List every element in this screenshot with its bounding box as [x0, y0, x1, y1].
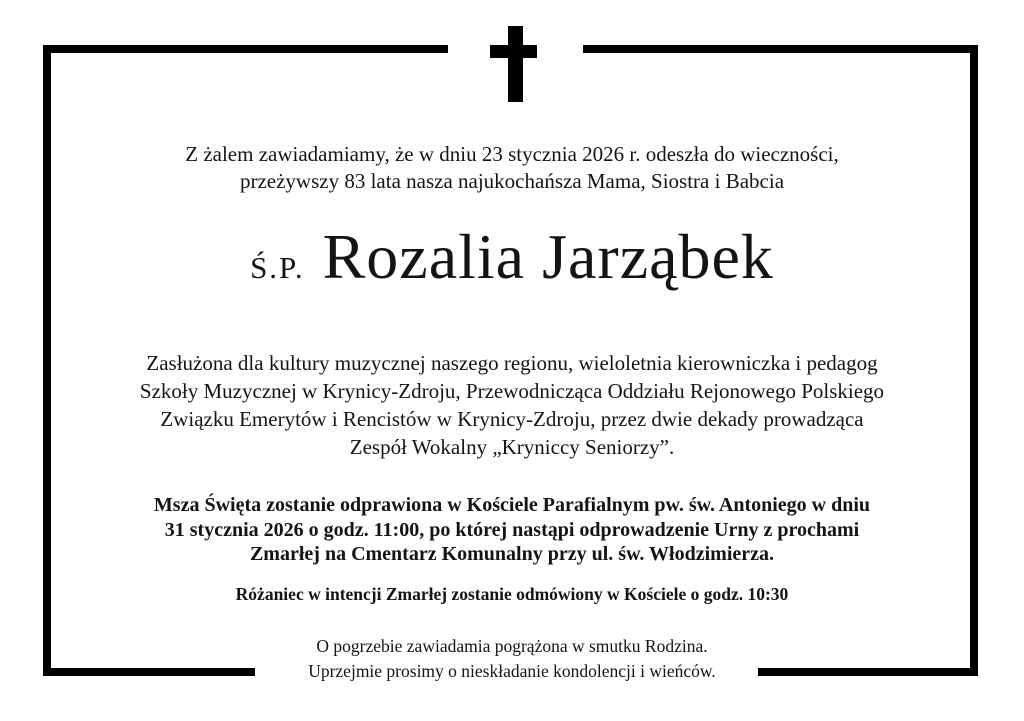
deceased-name: Rozalia Jarząbek [322, 221, 774, 292]
funeral-details-line: Msza Święta zostanie odprawiona w Kościele Parafialnym pw. św. Antoniego w dniu [153, 494, 871, 516]
closing-line: O pogrzebie zawiadamia pogrążona w smutku Rodzina. [316, 636, 708, 656]
frame-top-right-segment [583, 45, 978, 53]
funeral-details-line: 31 stycznia 2026 o godz. 11:00, po której nastąpi odprowadzenie Urny z prochami [164, 518, 860, 541]
latin-cross-vertical-bar [508, 26, 523, 102]
intro-line: przeżywszy 83 lata nasza najukochańsza Mama, Siostra i Babcia [239, 169, 785, 193]
biography-line: Związku Emerytów i Rencistów w Krynicy-Zdroju, przez dwie dekady prowadząca [160, 407, 864, 431]
funeral-details-paragraph [0, 493, 1024, 567]
closing-paragraph [0, 634, 1024, 684]
latin-cross-horizontal-arm [490, 45, 537, 58]
biography-line: Szkoły Muzycznej w Krynicy-Zdroju, Przewodnicząca Oddziału Rejonowego Polskiego [139, 379, 885, 403]
biography-paragraph [0, 349, 1024, 461]
deceased-name-row [0, 220, 1024, 312]
frame-top-left-segment [43, 45, 448, 53]
intro-paragraph [0, 141, 1024, 195]
intro-line: Z żalem zawiadamiamy, że w dniu 23 stycznia 2026 r. odeszła do wieczności, [185, 142, 839, 166]
biography-line: Zasłużona dla kultury muzycznej naszego regionu, wieloletnia kierowniczka i pedagog [146, 351, 878, 375]
closing-line: Uprzejmie prosimy o nieskładanie kondolencji i wieńców. [308, 661, 716, 681]
sp-prefix: Ś.P. [250, 250, 305, 285]
rosary-line: Różaniec w intencji Zmarłej zostanie odmówiony w Kościele o godz. 10:30 [235, 584, 789, 604]
biography-line: Zespół Wokalny „Kryniccy Seniorzy”. [349, 435, 675, 459]
funeral-details-line: Zmarłej na Cmentarz Komunalny przy ul. św. Włodzimierza. [249, 543, 775, 565]
